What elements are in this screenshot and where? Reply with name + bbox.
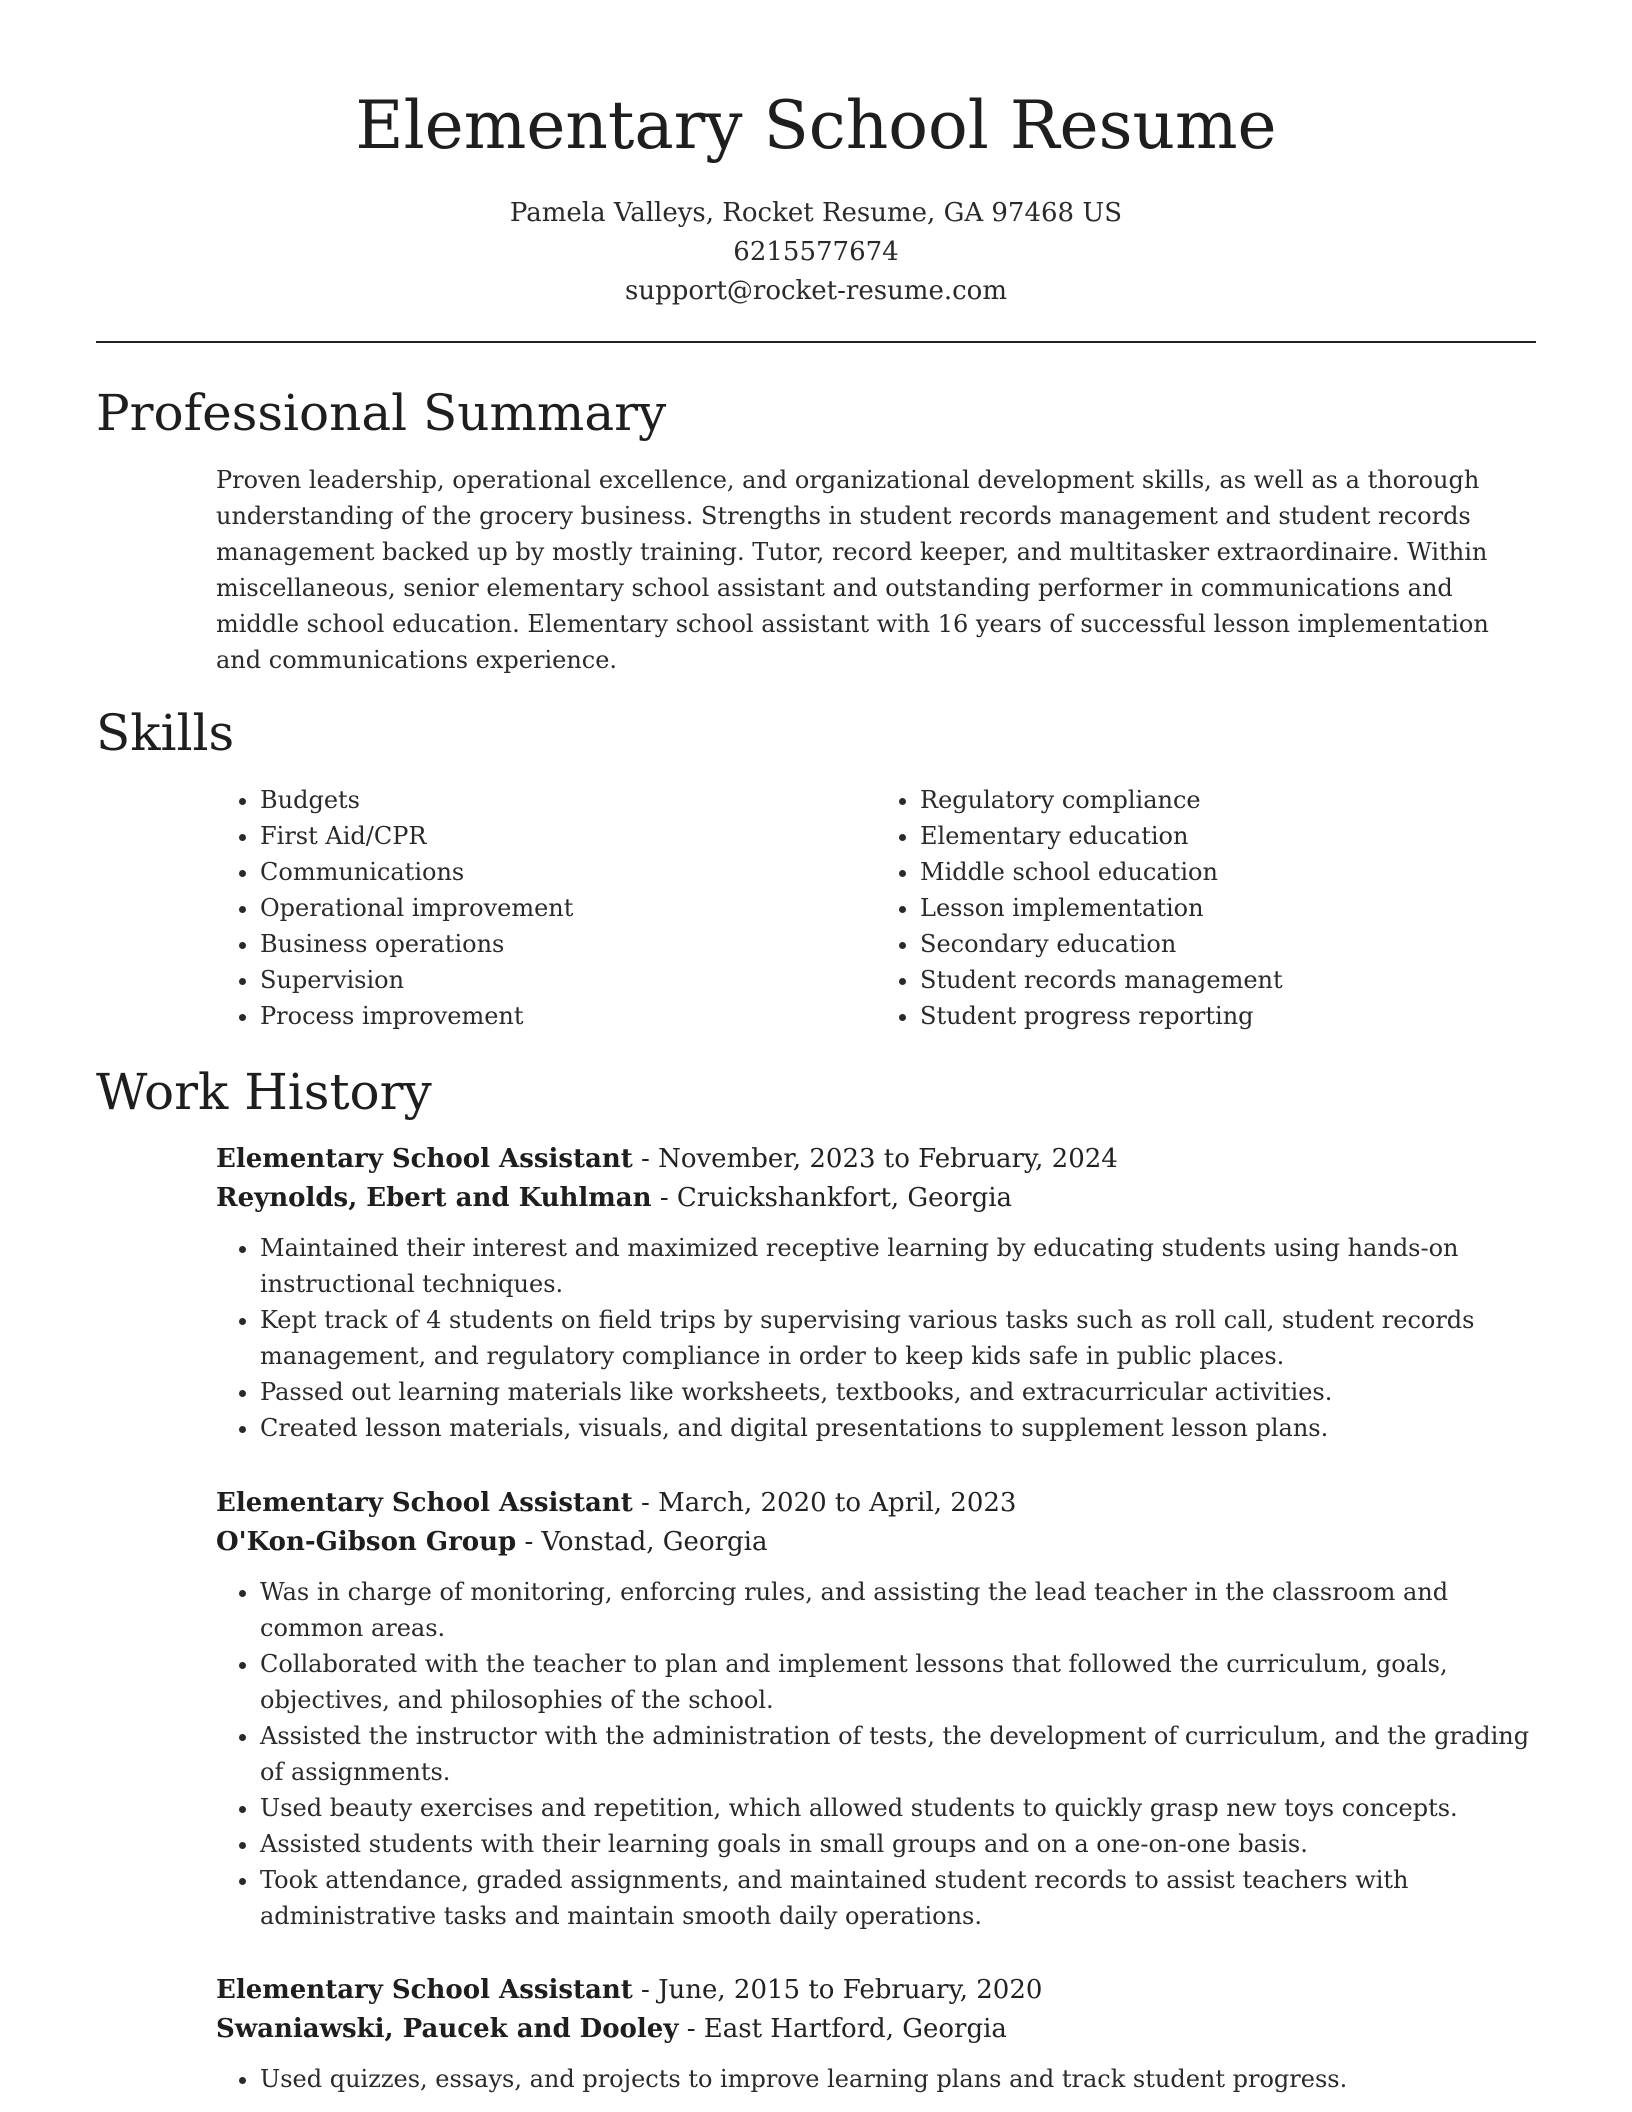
summary-heading: Professional Summary [96,384,667,442]
skill-item: • Business operations [260,926,876,962]
job-location: Vonstad, Georgia [541,1527,768,1557]
job-location: Cruickshankfort, Georgia [676,1183,1013,1213]
job-company-line: O'Kon-Gibson Group - Vonstad, Georgia [216,1527,768,1557]
job-company: O'Kon-Gibson Group [216,1527,517,1557]
job-bullets [216,1574,1538,1934]
skills-columns [216,782,1536,1034]
job-company-line: Reynolds, Ebert and Kuhlman - Cruickshankfort, Georgia [216,1183,1013,1213]
job-company: Reynolds, Ebert and Kuhlman [216,1183,652,1213]
skill-item: • First Aid/CPR [260,818,876,854]
job-dates: March, 2020 to April, 2023 [658,1488,1017,1518]
skill-item: • Budgets [260,782,876,818]
job-company: Swaniawski, Paucek and Dooley [216,2014,679,2044]
job-bullet: • Created lesson materials, visuals, and digital presentations to supplement lesson plans. [260,1410,1538,1446]
contact-phone: 6215577674 [733,237,899,267]
skills-heading: Skills [96,704,235,762]
skill-item: • Process improvement [260,998,876,1034]
job-bullet: • Kept track of 4 students on field trips by supervising various tasks such as roll call, student records management, and regulatory compliance in order to keep kids safe in public places. [260,1302,1538,1374]
summary-text: Proven leadership, operational excellence, and organizational development skills, as well as a thorough understanding of the grocery business. Strengths in student records management and student records management backed up by mostly training. Tutor, record keeper, and multitasker extraordinaire. Within miscellaneous, senior elementary school assistant and outstanding performer in communications and middle school education. Elementary school assistant with 16 years of successful lesson implementation and communications experience. [216,466,1489,674]
job-dates: November, 2023 to February, 2024 [658,1144,1118,1174]
skill-item: • Student progress reporting [920,998,1536,1034]
skill-item: • Lesson implementation [920,890,1536,926]
work-history-heading: Work History [96,1063,432,1121]
job-bullet: • Used quizzes, essays, and projects to improve learning plans and track student progress. [260,2061,1538,2097]
job-bullets [216,2061,1538,2097]
job-bullet: • Maintained their interest and maximized receptive learning by educating students using hands-on instructional techniques. [260,1230,1538,1302]
skill-item: • Secondary education [920,926,1536,962]
skill-item: • Elementary education [920,818,1536,854]
skill-item: • Communications [260,854,876,890]
contact-email: support@rocket-resume.com [624,276,1007,306]
job-bullet: • Passed out learning materials like worksheets, textbooks, and extracurricular activities. [260,1374,1538,1410]
contact-address: Pamela Valleys, Rocket Resume, GA 97468 US [509,198,1123,228]
skill-item: • Middle school education [920,854,1536,890]
job-company-line: Swaniawski, Paucek and Dooley - East Hartford, Georgia [216,2014,1007,2044]
document-title: Elementary School Resume [355,87,1277,164]
job-entry [216,1140,1538,1446]
job-bullet: • Assisted students with their learning goals in small groups and on a one-on-one basis. [260,1826,1538,1862]
job-role: Elementary School Assistant [216,1144,633,1174]
contact-block [0,194,1632,311]
job-role: Elementary School Assistant [216,1975,633,2005]
job-bullets [216,1230,1538,1446]
skill-item: • Supervision [260,962,876,998]
job-entry [216,1484,1538,1934]
job-role: Elementary School Assistant [216,1488,633,1518]
job-bullet: • Used beauty exercises and repetition, which allowed students to quickly grasp new toys concepts. [260,1790,1538,1826]
job-entry [216,1971,1538,2097]
job-bullet: • Took attendance, graded assignments, and maintained student records to assist teachers with administrative tasks and maintain smooth daily operations. [260,1862,1538,1934]
skill-item: • Regulatory compliance [920,782,1536,818]
skill-item: • Operational improvement [260,890,876,926]
job-bullet: • Was in charge of monitoring, enforcing rules, and assisting the lead teacher in the classroom and common areas. [260,1574,1538,1646]
resume-header [0,0,1632,311]
skill-item: • Student records management [920,962,1536,998]
job-title-line: Elementary School Assistant - June, 2015 to February, 2020 [216,1975,1043,2005]
header-divider [96,341,1536,343]
job-title-line: Elementary School Assistant - November, 2023 to February, 2024 [216,1144,1118,1174]
job-location: East Hartford, Georgia [703,2014,1007,2044]
job-bullet: • Assisted the instructor with the administration of tests, the development of curriculum, and the grading of assignments. [260,1718,1538,1790]
job-bullet: • Collaborated with the teacher to plan and implement lessons that followed the curriculum, goals, objectives, and philosophies of the school. [260,1646,1538,1718]
skills-list-left [216,782,876,1034]
job-title-line: Elementary School Assistant - March, 2020 to April, 2023 [216,1488,1017,1518]
skills-list-right [876,782,1536,1034]
job-dates: June, 2015 to February, 2020 [658,1975,1043,2005]
